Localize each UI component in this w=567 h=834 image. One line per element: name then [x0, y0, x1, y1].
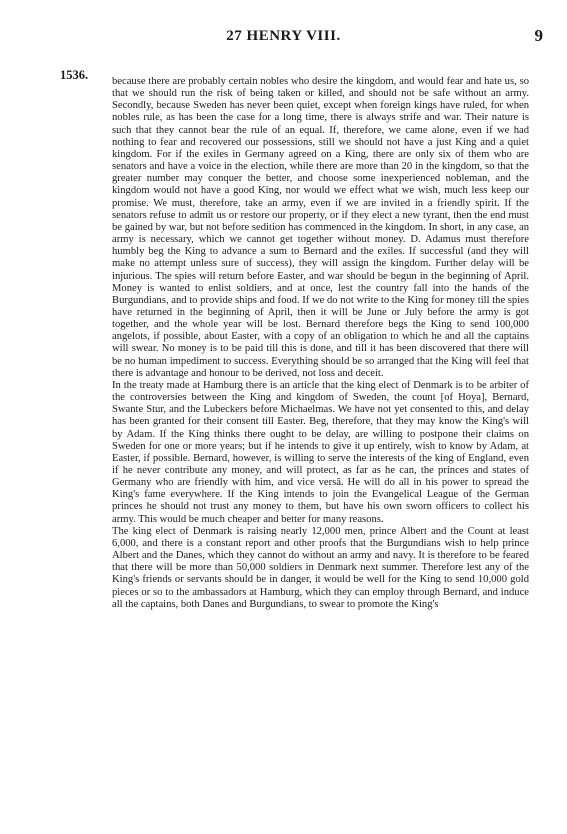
- running-title: 27 HENRY VIII.: [226, 28, 341, 44]
- paragraph-2: In the treaty made at Hamburg there is an article that the king elect of Denmark is to be arbiter of the controversies between the King and kingdom of Sweden, the count [of Hoya], Bernard, Swante Stur, and the Lubeckers before Michaelmas. We have not yet consented to this, and delay has been granted for their consent till Easter. Beg, therefore, that they may know the King's will by Adam. If the King thinks there ought to be delay, are willing to postpone their claims on Sweden for one or more years; but if he intends to give it up entirely, wish to know by Adam, at Easter, if possible. Bernard, however, is willing to serve the interests of the king of England, even if he never contribute any money, and will protect, as far as he can, the princes and states of Germany who are friendly with him, and vice versâ. He will do all in his power to spread the King's fame everywhere. If the King intends to join the Evangelical League of the German princes he should not trust any money to them, but have his own sworn officers to collect his army. This would be much cheaper and better for many reasons.: [112, 379, 529, 525]
- body-text: [112, 76, 529, 611]
- margin-year: 1536.: [60, 68, 89, 82]
- paragraph-3: The king elect of Denmark is raising nearly 12,000 men, prince Albert and the Count at least 6,000, and there is a constant report and other proofs that the Burgundians wish to help prince Albert and the Danes, which they cannot do without an army and navy. It is therefore to be feared that there will be more than 50,000 soldiers in Denmark next summer. Therefore lest any of the King's friends or servants should be in danger, it would be well for the King to send 10,000 gold pieces or so to the ambassadors at Hamburg, which they can employ through Bernard, and induce all the captains, both Danes and Burgundians, to swear to promote the King's: [112, 525, 529, 610]
- running-header: [0, 28, 567, 48]
- paragraph-1: because there are probably certain nobles who desire the kingdom, and would fear and hate us, so that we should run the risk of being taken or killed, and should not be safe without an army. Secondly, because Sweden has never been quiet, except when foreign kings have ruled, for when nobles rule, as has been the case for a long time, there is always strife and war. Their nature is such that they cannot bear the rule of an equal. If, therefore, we came alone, even if we had nothing to fear and recovered our possessions, still we should not have a just King and a quiet kingdom. For if the exiles in Germany agreed on a King, there are only six of them who are senators and have a voice in the election, while there are more than 20 in the kingdom, so that the greater number may conquer the better, and choose some inexperienced nobleman, and the kingdom would not have a good King, nor would we effect what we wish, much less keep our promise. We must, therefore, take an army, even if we are invited in a friendly spirit. If the senators refuse to admit us or restore our property, or if they elect a new tyrant, then the end must be gained by war, but not before sedition has commenced in the kingdom. In short, in any case, an army is necessary, which we cannot get together without money. D. Adamus must therefore humbly beg the King to advance a sum to Bernard and the exiles. If successful (and they will make no attempt unless sure of success), they will assign the kingdom. Further delay will be injurious. The spies will return before Easter, and war should be begun in the beginning of April. Money is wanted to enlist soldiers, and at once, lest the country fall into the hands of the Burgundians, and to provide ships and food. If we do not write to the King for money till the spies have returned in the beginning of April, then it will be June or July before the army is got together, and the whole year will be lost. Bernard therefore begs the King to send 100,000 angelots, if possible, about Easter, with a copy of an obligation to which he and all the captains will swear. No money is to be paid till this is done, and till it has been discovered that there will be no human impediment to success. Everything should be so arranged that the King will feel that there is advantage and honour to be derived, not loss and deceit.: [112, 76, 529, 379]
- page-number: 9: [534, 26, 543, 45]
